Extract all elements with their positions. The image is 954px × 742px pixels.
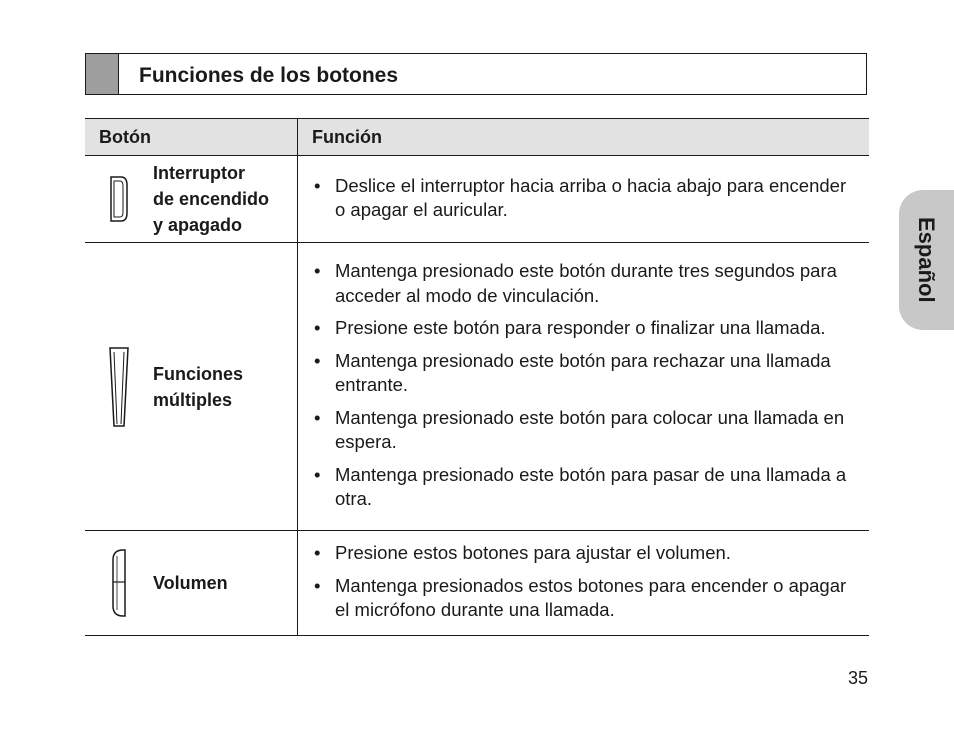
button-cell xyxy=(85,531,298,636)
table-header-row xyxy=(85,119,869,156)
list-item: • Mantenga presionado este botón durante tres segundos para acceder al modo de vinculación. xyxy=(314,259,853,308)
buttons-table-wrapper xyxy=(85,118,869,636)
function-cell xyxy=(298,531,870,636)
multifunction-button-icon xyxy=(85,346,153,428)
language-tab-label: Español xyxy=(914,217,939,303)
list-item: • Deslice el interruptor hacia arriba o hacia abajo para encender o apagar el auricular. xyxy=(314,174,853,223)
language-side-tab xyxy=(899,190,954,330)
list-item: • Mantenga presionado este botón para colocar una llamada en espera. xyxy=(314,406,853,455)
button-cell xyxy=(85,156,298,243)
power-switch-icon xyxy=(85,175,153,223)
list-item: • Mantenga presionado este botón para pasar de una llamada a otra. xyxy=(314,463,853,512)
buttons-table xyxy=(85,118,869,636)
section-marker xyxy=(86,54,119,94)
section-title: Funciones de los botones xyxy=(139,64,399,87)
function-list xyxy=(314,174,853,223)
button-cell xyxy=(85,243,298,531)
button-name: Funciones múltiples xyxy=(153,363,244,410)
table-row xyxy=(85,531,869,636)
list-item: • Mantenga presionados estos botones para encender o apagar el micrófono durante una llamada. xyxy=(314,574,853,623)
page-number: 35 xyxy=(847,668,868,688)
list-item: • Presione este botón para responder o finalizar una llamada. xyxy=(314,316,853,341)
function-list xyxy=(314,259,853,512)
table-row xyxy=(85,156,869,243)
function-list xyxy=(314,541,853,623)
button-name: Volumen xyxy=(153,572,228,593)
button-name: Interruptor de encendido y apagado xyxy=(153,163,270,235)
section-header xyxy=(85,53,867,95)
list-item: • Mantenga presionado este botón para rechazar una llamada entrante. xyxy=(314,349,853,398)
function-cell xyxy=(298,243,870,531)
table-row xyxy=(85,243,869,531)
volume-button-icon xyxy=(85,548,153,618)
header-function: Función xyxy=(298,119,870,156)
function-cell xyxy=(298,156,870,243)
list-item: • Presione estos botones para ajustar el volumen. xyxy=(314,541,853,566)
header-button: Botón xyxy=(85,119,298,156)
